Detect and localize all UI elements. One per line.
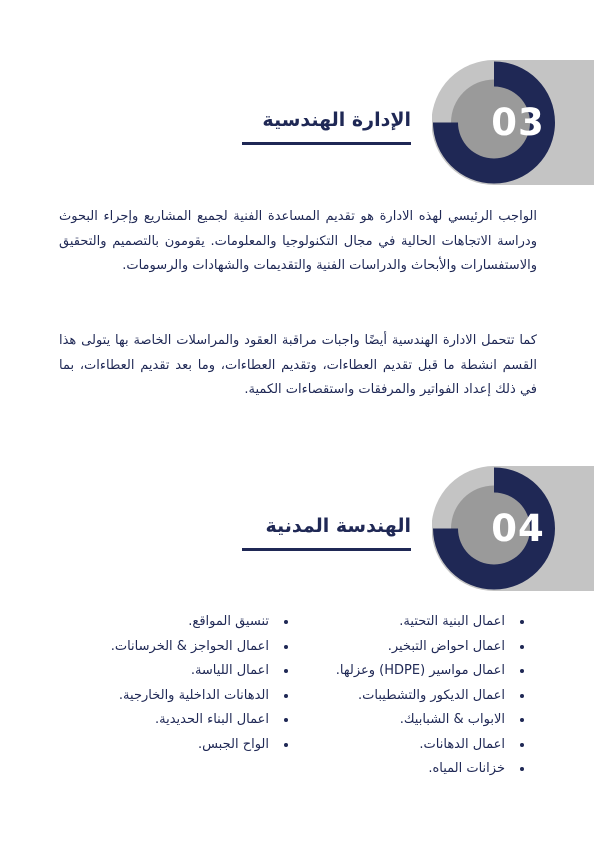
section-title: الإدارة الهندسية	[262, 109, 411, 131]
bullet-icon	[520, 718, 524, 722]
list-item: اعمال مواسير (HDPE) وعزلها.	[336, 659, 524, 684]
list-item: الابواب & الشبابيك.	[336, 708, 524, 733]
list-item: اعمال البنية التحتية.	[336, 610, 524, 635]
bullet-icon	[284, 694, 288, 698]
section-number: 04	[491, 507, 545, 550]
bullet-icon	[520, 620, 524, 624]
list-item: اعمال احواض التبخير.	[336, 635, 524, 660]
bullet-icon	[520, 743, 524, 747]
bullet-icon	[284, 743, 288, 747]
body-paragraph: كما تتحمل الادارة الهندسية أيضًا واجبات مراقبة العقود والمراسلات الخاصة بها يتولى هذا القسم انشطة ما قبل تقديم العطاءات، وتقديم العطاءات، وما بعد تقديم العطاءات، بما في ذلك إعداد الفواتير والمرفقات واستقصاءات الكمية.	[59, 333, 537, 397]
bullet-icon	[284, 620, 288, 624]
title-underline	[242, 548, 411, 551]
bullet-icon	[284, 669, 288, 673]
list-item: خزانات المياه.	[336, 757, 524, 782]
list-item: اعمال الدهانات.	[336, 733, 524, 758]
bullet-icon	[284, 718, 288, 722]
list-item: تنسيق المواقع.	[111, 610, 288, 635]
list-item: اعمال البناء الحديدية.	[111, 708, 288, 733]
list-item: اعمال اللياسة.	[111, 659, 288, 684]
list-item: اعمال الديكور والتشطيبات.	[336, 684, 524, 709]
list-item: الدهانات الداخلية والخارجية.	[111, 684, 288, 709]
section-number: 03	[491, 101, 545, 144]
services-list-right	[336, 610, 524, 782]
services-list-left	[111, 610, 288, 757]
title-underline	[242, 142, 411, 145]
bullet-icon	[520, 669, 524, 673]
section-04-badge	[432, 466, 594, 591]
bullet-icon	[284, 645, 288, 649]
bullet-icon	[520, 767, 524, 771]
list-item: الواح الجبس.	[111, 733, 288, 758]
body-paragraph: الواجب الرئيسي لهذه الادارة هو تقديم المساعدة الفنية لجميع المشاريع وإجراء البحوث ودراسة الاتجاهات الحالية في مجال التكنولوجيا والمعلومات. يقومون بالتصميم والتحقيق والاستفسارات والأبحاث والدراسات الفنية والتقديمات والشهادات والرسومات.	[59, 209, 537, 273]
section-title: الهندسة المدنية	[265, 515, 411, 537]
bullet-icon	[520, 645, 524, 649]
bullet-icon	[520, 694, 524, 698]
list-item: اعمال الحواجز & الخرسانات.	[111, 635, 288, 660]
section-03-badge	[432, 60, 594, 185]
